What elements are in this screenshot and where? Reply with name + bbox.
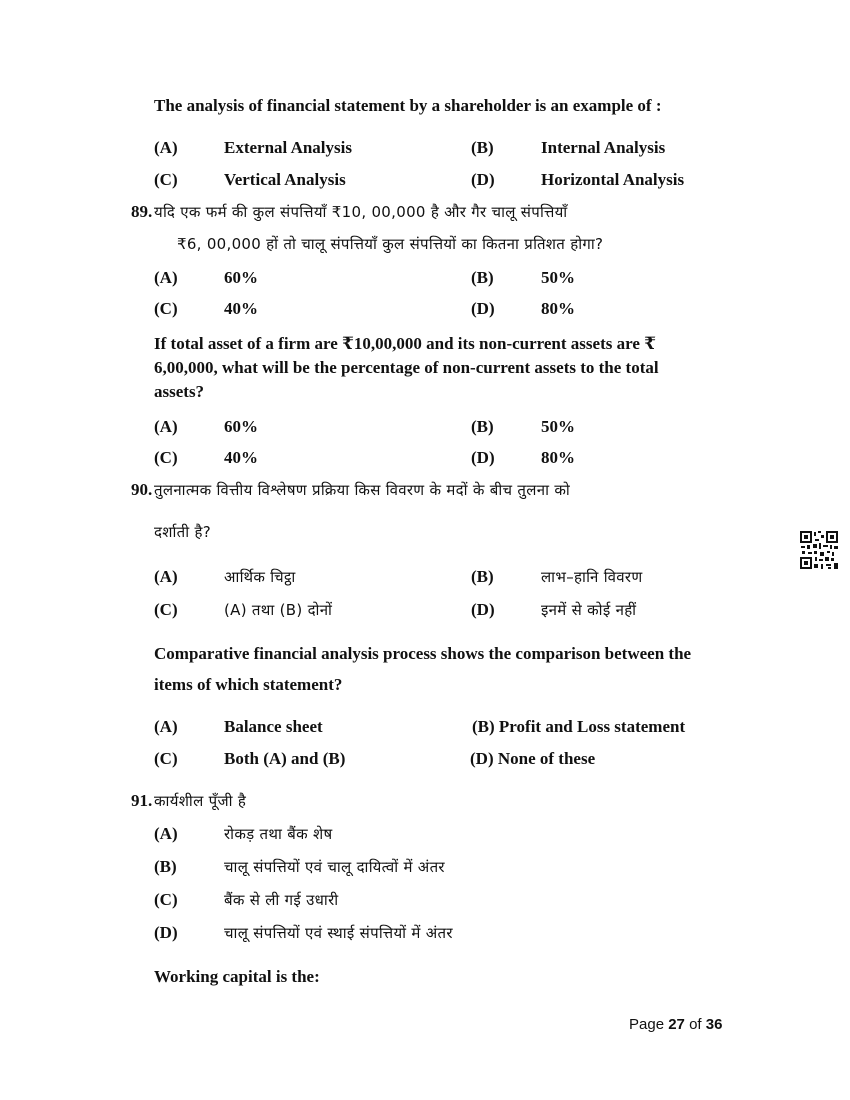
q89-en-c-text: 40% bbox=[224, 448, 258, 467]
q88-a-text: External Analysis bbox=[224, 138, 352, 157]
q89-en-c-label: (C) bbox=[154, 448, 178, 467]
q88-c-text: Vertical Analysis bbox=[224, 170, 346, 189]
q88-d-label: (D) bbox=[471, 170, 495, 189]
q91-hi-b-text: चालू संपत्तियों एवं चालू दायित्वों में अंतर bbox=[224, 858, 445, 876]
q88-d-text: Horizontal Analysis bbox=[541, 170, 685, 189]
q89-en-b-text: 50% bbox=[541, 417, 575, 436]
q89-hi-line2: ₹6, 00,000 हों तो चालू संपत्तियाँ कुल संपत्तियों का कितना प्रतिशत होगा? bbox=[177, 235, 604, 253]
q90-en-c-text: Both (A) and (B) bbox=[224, 749, 346, 768]
q89-hi-a-label: (A) bbox=[154, 268, 178, 287]
q91-hi-c-label: (C) bbox=[154, 890, 178, 909]
q89-hi-line1: यदि एक फर्म की कुल संपत्तियाँ ₹10, 00,000 है और गैर चालू संपत्तियाँ bbox=[154, 203, 568, 221]
q90-hi-b-label: (B) bbox=[471, 567, 494, 586]
q91-hi-line1: कार्यशील पूँजी है bbox=[154, 792, 247, 810]
q89-hi-a-text: 60% bbox=[224, 268, 258, 287]
q89-hi-d-label: (D) bbox=[471, 299, 495, 318]
q89-en-d-text: 80% bbox=[541, 448, 575, 467]
q89-en-b-label: (B) bbox=[471, 417, 494, 436]
q90-hi-a-text: आर्थिक चिट्ठा bbox=[224, 568, 296, 586]
q90-hi-d-text: इनमें से कोई नहीं bbox=[541, 601, 637, 619]
footer-page-word: Page bbox=[629, 1016, 665, 1033]
q91-en-line1: Working capital is the: bbox=[154, 967, 320, 986]
q91-number: 91. bbox=[131, 791, 153, 810]
q90-hi-line2: दर्शाती है? bbox=[154, 523, 211, 541]
footer-current-page: 27 bbox=[668, 1016, 685, 1033]
q89-en-d-label: (D) bbox=[471, 448, 495, 467]
q90-en-d-text: (D) None of these bbox=[470, 749, 596, 768]
q89-en-a-text: 60% bbox=[224, 417, 258, 436]
q90-en-line1: Comparative financial analysis process shows the comparison between the bbox=[154, 644, 692, 663]
q88-b-label: (B) bbox=[471, 138, 494, 157]
q90-en-line2: items of which statement? bbox=[154, 675, 343, 694]
q91-hi-d-text: चालू संपत्तियों एवं स्थाई संपत्तियों में अंतर bbox=[224, 924, 453, 942]
q90-hi-c-text: (A) तथा (B) दोनों bbox=[224, 601, 333, 619]
q90-number: 90. bbox=[131, 480, 153, 499]
q90-en-b-text: (B) Profit and Loss statement bbox=[472, 717, 686, 736]
q90-hi-a-label: (A) bbox=[154, 567, 178, 586]
q91-hi-c-text: बैंक से ली गई उधारी bbox=[224, 891, 339, 909]
q90-hi-d-label: (D) bbox=[471, 600, 495, 619]
q88-b-text: Internal Analysis bbox=[541, 138, 666, 157]
q89-hi-d-text: 80% bbox=[541, 299, 575, 318]
q89-hi-c-label: (C) bbox=[154, 299, 178, 318]
q90-hi-c-label: (C) bbox=[154, 600, 178, 619]
q91-hi-a-text: रोकड़ तथा बैंक शेष bbox=[224, 825, 333, 843]
q89-en-line2: 6,00,000, what will be the percentage of non-current assets to the total bbox=[154, 358, 659, 377]
q89-hi-b-text: 50% bbox=[541, 268, 575, 287]
q90-hi-b-text: लाभ–हानि विवरण bbox=[541, 568, 643, 586]
q89-hi-c-text: 40% bbox=[224, 299, 258, 318]
qr-code-icon bbox=[799, 530, 839, 570]
q88-c-label: (C) bbox=[154, 170, 178, 189]
page-footer bbox=[629, 1016, 722, 1033]
q90-hi-line1: तुलनात्मक वित्तीय विश्लेषण प्रक्रिया किस विवरण के मदों के बीच तुलना को bbox=[154, 481, 571, 499]
footer-total-pages: 36 bbox=[705, 1016, 723, 1033]
q89-hi-b-label: (B) bbox=[471, 268, 494, 287]
q90-en-c-label: (C) bbox=[154, 749, 178, 768]
q88-question: The analysis of financial statement by a shareholder is an example of : bbox=[154, 96, 662, 115]
q89-en-line1: If total asset of a firm are ₹10,00,000 and its non-current assets are ₹ bbox=[154, 334, 656, 353]
footer-of-word: of bbox=[689, 1016, 702, 1033]
q91-hi-a-label: (A) bbox=[154, 824, 178, 843]
q90-en-a-text: Balance sheet bbox=[224, 717, 323, 736]
q91-hi-b-label: (B) bbox=[154, 857, 177, 876]
q91-hi-d-label: (D) bbox=[154, 923, 178, 942]
q89-number: 89. bbox=[131, 202, 153, 221]
q88-a-label: (A) bbox=[154, 138, 178, 157]
q89-en-a-label: (A) bbox=[154, 417, 178, 436]
q89-en-line3: assets? bbox=[154, 382, 205, 401]
q90-en-a-label: (A) bbox=[154, 717, 178, 736]
